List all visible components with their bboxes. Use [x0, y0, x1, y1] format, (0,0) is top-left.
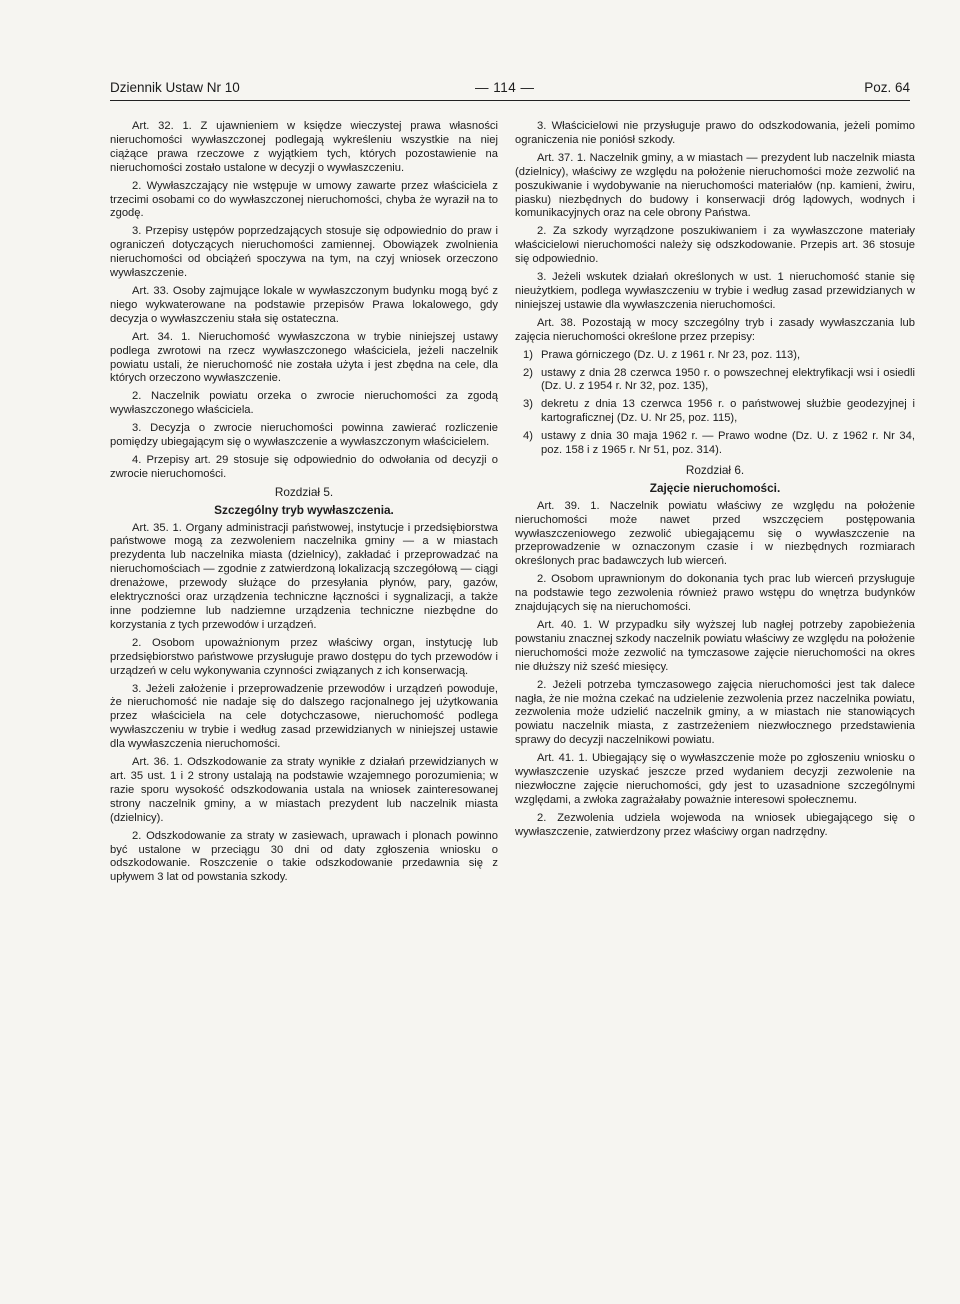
art-37-para-1: Art. 37. 1. Naczelnik gminy, a w miastach — prezydent lub naczelnik miasta (dzielnicy), właściwy ze względu na położenie nieruchomości może zezwolić na poszukiwanie i wydobywanie na nieruchomości materiałów (np. kamieni, żwiru, piasku) niezbędnych do budowy i konserwacji dróg lądowych, wodnych i komunikacyjnych oraz na cele obrony Państwa. [515, 151, 915, 220]
art-34-para-4: 4. Przepisy art. 29 stosuje się odpowiednio do odwołania od decyzji o zwrocie nieruchomości. [110, 453, 498, 480]
list-item: 1) Prawa górniczego (Dz. U. z 1961 r. Nr 23, poz. 113), [523, 348, 801, 361]
art-36-para-2: 2. Odszkodowanie za straty w zasiewach, uprawach i plonach powinno być ustalone w przeciągu 30 dni od daty zgłoszenia wniosku o odszkodowanie. Roszczenie o takie odszkodowanie przedawnia się z upływem 3 lat od powstania szkody. [110, 829, 498, 884]
art-41-para-1: Art. 41. 1. Ubiegający się o wywłaszczenie może po zgłoszeniu wniosku o wywłaszczenie uzyskać jeszcze przed wydaniem decyzji zezwolenie na niezwłoczne zajęcie nieruchomości, gdy jest to uzasadnione szczególnymi względami, a zwłoka zagrażałaby poważnie interesowi społecznemu. [515, 752, 915, 806]
art-34-para-2: 2. Naczelnik powiatu orzeka o zwrocie nieruchomości za zgodą wywłaszczonego właściciela. [110, 390, 498, 417]
art-40-para-1: Art. 40. 1. W przypadku siły wyższej lub nagłej potrzeby zapobieżenia powstaniu znacznej szkody naczelnik powiatu właściwy ze względu na położenie nieruchomości może zezwolić na tymczasowe zajęcie nieruchomości na okres nie dłuższy niż sześć miesięcy. [515, 619, 915, 673]
right-column [515, 120, 915, 844]
art-34-para-1: Art. 34. 1. Nieruchomość wywłaszczona w trybie niniejszej ustawy podlega zwrotowi na rzecz wywłaszczonego właściciela, jeżeli naczelnik powiatu ustali, że nieruchomość nie została użyta i jest zbędna na cele, dla których orzeczono wywłaszczenie. [110, 330, 498, 385]
art-39-para-1: Art. 39. 1. Naczelnik powiatu właściwy ze względu na położenie nieruchomości może nawet przed wszczęciem postępowania wywłaszczeniowego zezwolić ubiegającemu się o wywłaszczenie na przeprowadzenie w oznaczonym czasie i w niezbędnych rozmiarach określonych prac badawczych lub wierceń. [515, 499, 915, 568]
header-rule [110, 100, 910, 101]
art-37-para-2: 2. Za szkody wyrządzone poszukiwaniem i za wywłaszczone materiały właścicielowi nieruchomości należy się odszkodowanie. Przepis art. 36 stosuje się odpowiednio. [515, 225, 915, 266]
art-32-para-2: 2. Wywłaszczający nie wstępuje w umowy zawarte przez właściciela z trzecimi osobami co do wywłaszczonej nieruchomości, chyba że wyraził na to zgodę. [110, 179, 498, 220]
art-35-para-3: 3. Jeżeli założenie i przeprowadzenie przewodów i urządzeń powoduje, że nieruchomość nie nadaje się do dalszego racjonalnego jej użytkowania przez właściciela na cele dotychczasowe, nieruchomość podlega wywłaszczeniu w trybie i według zasad przewidzianych w niniejszej ustawie dla wywłaszczenia nieruchomości. [110, 682, 498, 751]
position-number: Poz. 64 [864, 80, 910, 95]
chapter-6-heading: Rozdział 6. [685, 462, 745, 477]
art-40-para-2: 2. Jeżeli potrzeba tymczasowego zajęcia nieruchomości jest tak dalece nagła, że nie można czekać na udzielenie zezwolenia przez naczelnika powiatu, zezwolenia może udzielić naczelnik gminy, a w miastach nie stanowiących powiatu naczelnik miasta, z zastrzeżeniem niezwłocznego przedstawienia sprawy do decyzji naczelnikowi powiatu. [515, 678, 915, 747]
art-32-para-1: Art. 32. 1. Z ujawnieniem w księdze wieczystej prawa własności nieruchomości wywłaszczonej podlegają wykreśleniu wszystkie na niej ciążące prawa rzeczowe z wyjątkiem tych, których pozostawienie na nieruchomości zostało ustalone w decyzji o wywłaszczeniu. [110, 120, 498, 174]
art-36-para-3: 3. Właścicielowi nie przysługuje prawo do odszkodowania, jeżeli pomimo ograniczenia nie poniósł szkody. [515, 120, 915, 146]
list-item: 4) ustawy z dnia 30 maja 1962 r. — Prawo wodne (Dz. U. z 1962 r. Nr 34, poz. 158 i z 1965 r. Nr 51, poz. 314). [523, 430, 915, 457]
art-32-para-3: 3. Przepisy ustępów poprzedzających stosuje się odpowiednio do praw i ograniczeń dotyczących nieruchomości zamiennej. Obowiązek zwolnienia nieruchomości od obciążeń spoczywa na tym, na czyj wniosek orzeczono wywłaszczenie. [110, 225, 498, 280]
list-item: 2) ustawy z dnia 28 czerwca 1950 r. o powszechnej elektryfikacji wsi i osiedli (Dz. U. z 1954 r. Nr 32, poz. 135), [523, 366, 915, 393]
art-41-para-2: 2. Zezwolenia udziela wojewoda na wniosek ubiegającego się o wywłaszczenie, zatwierdzony przez właściwy organ nadrzędny. [515, 811, 915, 838]
art-38-list [515, 349, 915, 458]
art-34-para-3: 3. Decyzja o zwrocie nieruchomości powinna zawierać rozliczenie pomiędzy ubiegającym się o wywłaszczenie a wywłaszczonym właścicielem. [110, 422, 498, 449]
art-35-para-1: Art. 35. 1. Organy administracji państwowej, instytucje i przedsiębiorstwa państwowe mogą za zezwoleniem naczelnika gminy — a w miastach prezydenta lub naczelnika miasta (dzielnicy), zakładać i przeprowadzać na nieruchomościach — zgodnie z zatwierdzoną lokalizacją szczegółową — ciągi drenażowe, przewody służące do przesyłania płynów, pary, gazów, elektryczności oraz urządzenia techniczne łączności i sygnalizacji, a także inne podziemne lub nadziemne urządzenia techniczne niezbędne do korzystania z tych przewodów i urządzeń. [110, 521, 498, 631]
page-number: — 114 — [475, 80, 535, 95]
page-header [110, 80, 910, 102]
journal-title: Dziennik Ustaw Nr 10 [110, 80, 240, 95]
art-38: Art. 38. Pozostają w mocy szczególny tryb i zasady wywłaszczania lub zajęcia nieruchomości określone przez przepisy: [515, 316, 915, 343]
art-33: Art. 33. Osoby zajmujące lokale w wywłaszczonym budynku mogą być z niego wykwaterowane na podstawie przepisów Prawa lokalowego, gdy decyzja o wywłaszczeniu stała się ostateczna. [110, 284, 498, 325]
list-item: 3) dekretu z dnia 13 czerwca 1956 r. o państwowej służbie geodezyjnej i kartograficznej (Dz. U. Nr 25, poz. 115), [523, 398, 915, 425]
chapter-5-title: Szczególny tryb wywłaszczenia. [214, 502, 394, 517]
chapter-5-heading: Rozdział 5. [274, 484, 334, 499]
art-37-para-3: 3. Jeżeli wskutek działań określonych w ust. 1 nieruchomość stanie się nieużytkiem, podlega wywłaszczeniu w trybie i według zasad przewidzianych w niniejszej ustawie dla wywłaszczenia nieruchomości. [515, 271, 915, 311]
art-35-para-2: 2. Osobom upoważnionym przez właściwy organ, instytucję lub przedsiębiorstwo państwowe przysługuje prawo dostępu do tych przewodów i urządzeń w celu wykonywania czynności związanych z ich konserwacją. [110, 636, 498, 677]
left-column [110, 120, 498, 889]
art-36-para-1: Art. 36. 1. Odszkodowanie za straty wynikłe z działań przewidzianych w art. 35 ust. 1 i 2 strony ustalają na podstawie wzajemnego porozumienia; w razie sporu wysokość odszkodowania ustala na wniosek zainteresowanej strony naczelnik gminy, a w miastach prezydent lub naczelnik miasta (dzielnicy). [110, 756, 498, 824]
art-39-para-2: 2. Osobom uprawnionym do dokonania tych prac lub wierceń przysługuje na podstawie tego zezwolenia również prawo wstępu do wnętrza budynków znajdujących się na nieruchomości. [515, 573, 915, 614]
chapter-6-title: Zajęcie nieruchomości. [649, 480, 781, 495]
